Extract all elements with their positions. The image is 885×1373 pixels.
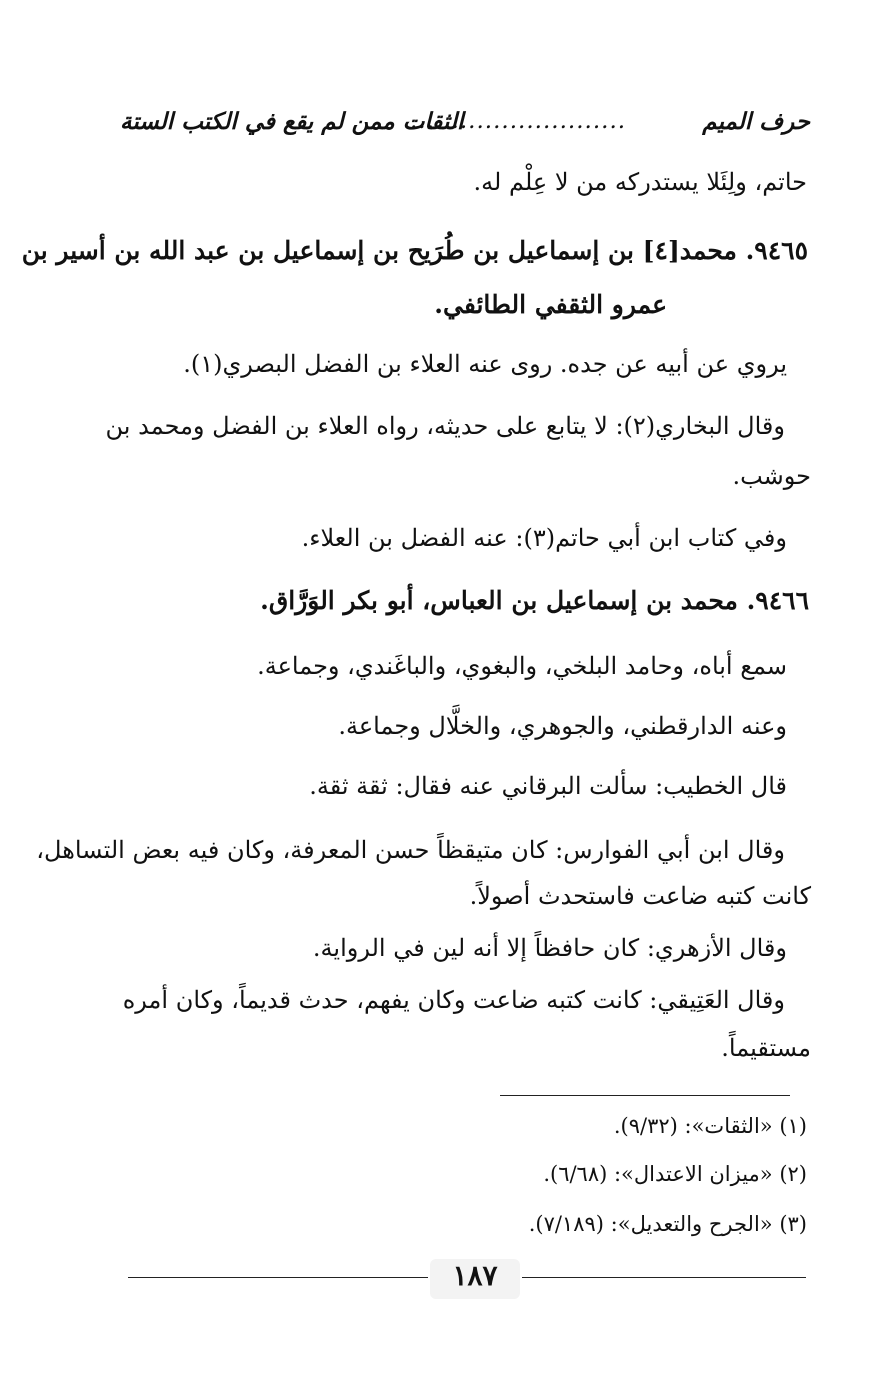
entry-heading-9466: ٩٤٦٦. محمد بن إسماعيل بن العباس، أبو بكر الوَرَّاق. <box>260 586 809 615</box>
entry-heading-9465: ٩٤٦٥. محمد[٤] بن إسماعيل بن طُرَيح بن إسماعيل بن عبد الله بن أسير بن <box>21 236 808 265</box>
header-chapter: حرف الميم <box>702 108 810 135</box>
text-line: وقال البخاري(٢): لا يتابع على حديثه، رواه العلاء بن الفضل ومحمد بن <box>105 412 785 440</box>
entry-heading-9465-cont: عمرو الثقفي الطائفي. <box>434 290 667 319</box>
text-line: وعنه الدارقطني، والجوهري، والخلَّال وجماعة. <box>338 712 787 740</box>
text-line: يروي عن أبيه عن جده. روى عنه العلاء بن الفضل البصري(١). <box>183 350 787 378</box>
text-line: قال الخطيب: سألت البرقاني عنه فقال: ثقة ثقة. <box>309 772 787 800</box>
text-line: وفي كتاب ابن أبي حاتم(٣): عنه الفضل بن العلاء. <box>301 524 787 552</box>
footer-rule-right <box>522 1277 806 1278</box>
text-line: وقال الأزهري: كان حافظاً إلا أنه لين في الرواية. <box>312 934 787 962</box>
footnote-2: (٢) «ميزان الاعتدال»: (٦/٦٨). <box>543 1162 807 1186</box>
page-number: ١٨٧ <box>430 1259 520 1299</box>
text-line: وقال ابن أبي الفوارس: كان متيقظاً حسن المعرفة، وكان فيه بعض التساهل، <box>36 836 785 864</box>
footnote-separator <box>500 1095 790 1096</box>
text-line: كانت كتبه ضاعت فاستحدث أصولاً. <box>469 882 811 910</box>
footer-rule-left <box>128 1277 428 1278</box>
header-leader-dots: .......................... <box>410 108 627 134</box>
footnote-1: (١) «الثقات»: (٩/٣٢). <box>613 1114 807 1138</box>
header-book-title: الثقات ممن لم يقع في الكتب الستة <box>120 108 464 135</box>
text-line: حوشب. <box>732 462 811 490</box>
text-line: سمع أباه، وحامد البلخي، والبغوي، والباغَندي، وجماعة. <box>257 652 787 680</box>
footnote-3: (٣) «الجرح والتعديل»: (٧/١٨٩). <box>528 1212 807 1236</box>
text-line: مستقيماً. <box>721 1034 811 1062</box>
running-header <box>120 108 810 144</box>
text-line: حاتم، ولِئَلا يستدركه من لا عِلْم له. <box>473 168 807 196</box>
text-line: وقال العَتِيقي: كانت كتبه ضاعت وكان يفهم، حدث قديماً، وكان أمره <box>122 986 785 1014</box>
